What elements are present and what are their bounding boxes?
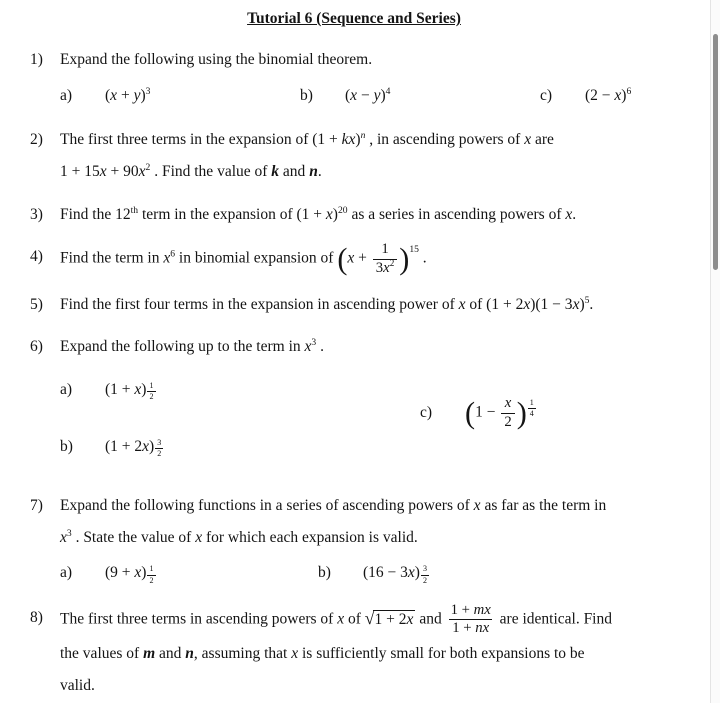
question-text: Expand the following up to the term in $x^3$ .	[60, 337, 324, 356]
question-text: $x^3$ . State the value of x for which each expansion is valid.	[60, 527, 418, 546]
scrollbar[interactable]	[710, 0, 720, 703]
question-parts	[60, 560, 678, 586]
math-expression: $(x + y)^3$	[105, 85, 151, 104]
question-6	[30, 331, 678, 471]
part-label: a)	[60, 381, 73, 399]
question-body	[60, 199, 678, 231]
question-text: Find the first four terms in the expansion in ascending power of x of $(1 + 2x)(1 - 3x)^5$.	[60, 294, 594, 313]
question-7	[30, 490, 678, 591]
question-text: Find the 12th term in the expansion of $(1 + x)^{20}$ as a series in ascending powers of x.	[60, 204, 577, 223]
question-parts	[60, 363, 678, 472]
question-body	[60, 44, 678, 113]
question-text: Find the term in $x^6$ in binomial expansion of (x + $\frac{1}{3x^2}$ )$^{15}$ .	[60, 241, 427, 277]
part-label: c)	[420, 403, 433, 421]
question-body	[60, 331, 678, 471]
question-4	[30, 241, 678, 277]
question-text: Expand the following using the binomial theorem.	[60, 51, 373, 68]
question-body	[60, 124, 678, 188]
part-label: b)	[60, 437, 73, 455]
math-expression: $(x - y)^4$	[345, 85, 391, 104]
question-body	[60, 490, 678, 591]
math-expression: (9 + x) $\frac{1}{2}$	[105, 564, 154, 585]
scrollbar-thumb[interactable]	[713, 34, 718, 270]
question-number: 6)	[30, 338, 43, 356]
question-body	[60, 289, 678, 321]
part-b	[318, 560, 429, 586]
math-expression: $(2 - x)^6$	[585, 85, 632, 104]
question-text: The first three terms in the expansion of (1 + kx)$^n$ , in ascending powers of x are	[60, 129, 554, 149]
question-text: the values of m and n, assuming that x is sufficiently small for both expansions to be	[60, 645, 585, 663]
question-number: 7)	[30, 496, 43, 514]
part-label: c)	[540, 86, 553, 104]
question-number: 5)	[30, 295, 43, 313]
question-body	[60, 241, 678, 277]
question-number: 2)	[30, 131, 43, 149]
part-a	[60, 560, 318, 586]
part-label: a)	[60, 86, 73, 104]
math-expression: (1 + 2x) $\frac{3}{2}$	[105, 437, 162, 458]
part-b	[300, 83, 540, 109]
question-8	[30, 602, 678, 702]
question-parts	[60, 83, 678, 109]
part-c	[420, 395, 536, 431]
part-label: b)	[318, 564, 331, 582]
question-1	[30, 44, 678, 113]
question-text: valid.	[60, 676, 95, 694]
question-number: 1)	[30, 51, 43, 68]
question-3	[30, 199, 678, 231]
math-expression: (1 + x) $\frac{1}{2}$	[105, 381, 154, 402]
part-a	[60, 83, 300, 109]
part-b	[60, 434, 678, 460]
page-title: Tutorial 6 (Sequence and Series)	[247, 10, 461, 27]
part-label: b)	[300, 86, 313, 104]
part-a	[60, 377, 678, 403]
question-number: 4)	[30, 248, 43, 266]
math-expression: (1 − $\frac{x}{2}$ ) $\frac{1}{4}$	[465, 395, 534, 431]
question-text: The first three terms in ascending powers of x of √1 + 2x and $\frac{1 + mx}{1 + nx}$ are identical. Find	[60, 601, 612, 637]
question-2	[30, 124, 678, 188]
question-body	[60, 602, 678, 702]
question-number: 3)	[30, 205, 43, 223]
question-5	[30, 289, 678, 321]
question-text: $1 + 15x + 90x^2$ . Find the value of k and n.	[60, 161, 322, 180]
question-text: Expand the following functions in a series of ascending powers of x as far as the term in	[60, 496, 607, 514]
part-label: a)	[60, 564, 73, 582]
math-expression: (16 − 3x) $\frac{3}{2}$	[363, 564, 427, 585]
part-c	[540, 83, 631, 109]
question-number: 8)	[30, 608, 43, 626]
